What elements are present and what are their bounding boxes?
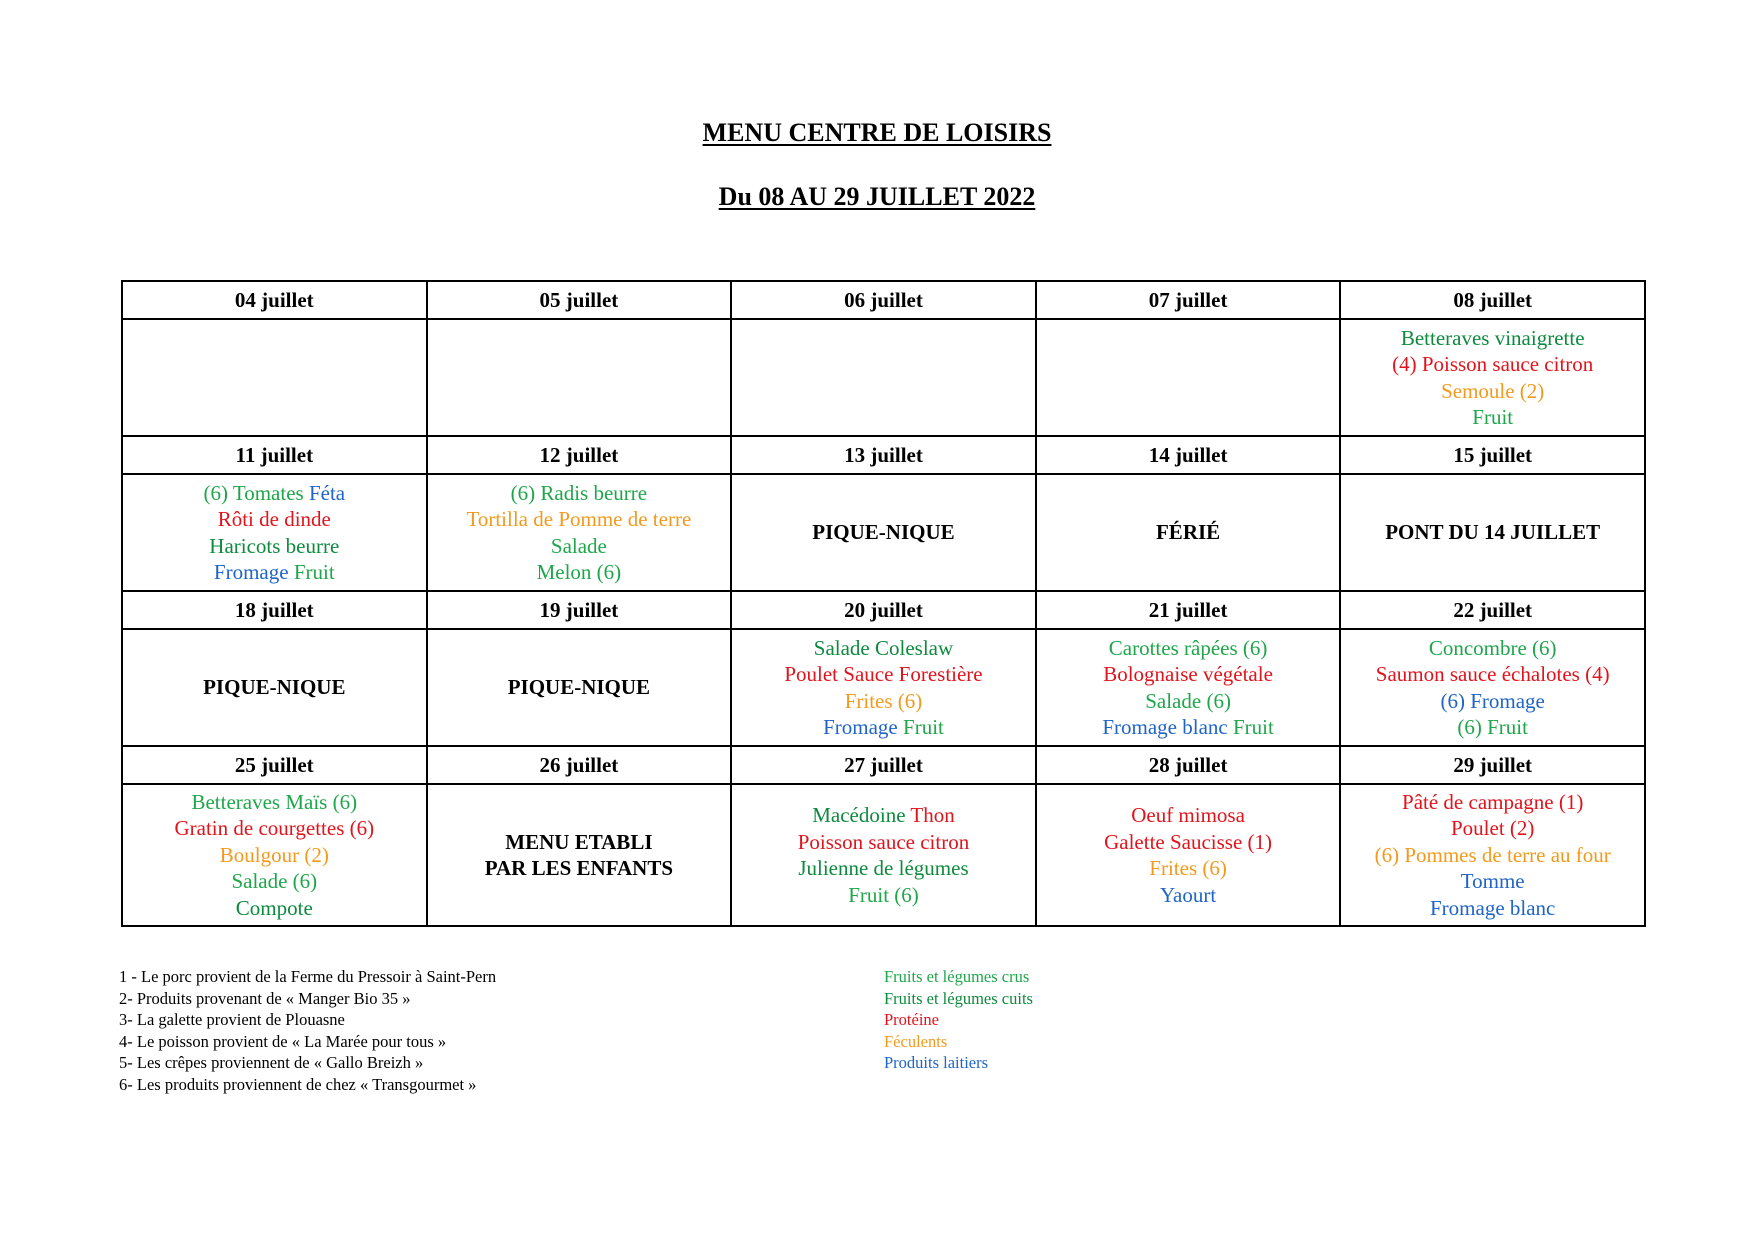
menu-cell [122, 319, 427, 436]
day-header: 05 juillet [427, 281, 732, 319]
day-header: 08 juillet [1340, 281, 1645, 319]
page-title: MENU CENTRE DE LOISIRS [702, 118, 1052, 147]
day-header: 07 juillet [1036, 281, 1341, 319]
menu-item-text: Fruit [1472, 405, 1514, 429]
menu-item-text: Fromage blanc [1102, 715, 1233, 739]
menu-item [1345, 325, 1640, 352]
menu-cell [427, 319, 732, 436]
menu-item-text: (6) Pommes de terre au four [1374, 842, 1611, 867]
menu-item-text: Tortilla de Pomme de terre [466, 507, 692, 531]
menu-cell [1036, 784, 1341, 926]
menu-special-label: PAR LES ENFANTS [484, 856, 674, 880]
menu-item [1345, 378, 1640, 405]
day-header: 19 juillet [427, 591, 732, 629]
day-header: 26 juillet [427, 746, 732, 784]
menu-cell [427, 474, 732, 591]
menu-item-text: Féta [308, 480, 346, 505]
footnote: 1 - Le porc provient de la Ferme du Pressoir à Saint-Pern [119, 967, 497, 986]
menu-special-label: FÉRIÉ [1155, 520, 1221, 545]
menu-item [1041, 688, 1336, 715]
menu-item [1345, 815, 1640, 842]
menu-item [1345, 842, 1640, 869]
menu-item-text: Salade [550, 533, 607, 558]
menu-cell [731, 474, 1036, 591]
menu-item [127, 868, 422, 895]
menu-item [127, 815, 422, 842]
menu-item-text: Julienne de légumes [798, 856, 969, 880]
menu-item-text: Fruit [293, 560, 335, 584]
menu-item [1345, 351, 1640, 378]
color-legend [884, 966, 1033, 1074]
day-header: 18 juillet [122, 591, 427, 629]
menu-item-text: Fromage blanc [1430, 895, 1556, 920]
menu-item [1041, 661, 1336, 688]
menu-item-text: Gratin de courgettes (6) [174, 816, 375, 841]
menu-item-text: Oeuf mimosa [1131, 803, 1245, 827]
menu-item-text: Frites (6) [844, 688, 923, 713]
menu-item-text: Concombre (6) [1428, 635, 1557, 660]
menu-item-text: Fruit (6) [848, 882, 919, 907]
menu-item-text: Galette Saucisse (1) [1104, 829, 1273, 854]
week-header-row [122, 436, 1645, 474]
menu-item-text: Rôti de dinde [217, 507, 331, 531]
menu-item-text: (6) Fromage [1440, 688, 1545, 713]
menu-item-text: (6) Tomates [203, 480, 309, 505]
menu-item [736, 661, 1031, 688]
menu-item [736, 802, 1031, 829]
menu-item [1041, 714, 1336, 741]
week-header-row [122, 591, 1645, 629]
menu-item [127, 842, 422, 869]
menu-special-label: PIQUE-NIQUE [507, 675, 651, 700]
menu-item-text: Frites (6) [1149, 856, 1227, 880]
menu-special-label: PONT DU 14 JUILLET [1385, 520, 1601, 545]
menu-item [127, 559, 422, 586]
menu-cell [1340, 319, 1645, 436]
menu-item-text: (6) Radis beurre [510, 480, 648, 505]
menu-item [1041, 802, 1336, 829]
legend-item: Fruits et légumes cuits [884, 988, 1033, 1008]
menu-item-text: Poulet Sauce Forestière [784, 662, 983, 686]
menu-item [736, 882, 1031, 909]
week-menu-row [122, 784, 1645, 926]
menu-item [1345, 714, 1640, 741]
week-header-row [122, 746, 1645, 784]
menu-item-text: Thon [910, 803, 955, 827]
menu-item [1041, 882, 1336, 909]
legend-item: Protéine [884, 1010, 939, 1030]
menu-item [1041, 829, 1336, 856]
menu-item [736, 855, 1031, 882]
menu-item-text: (4) Poisson sauce citron [1392, 352, 1594, 376]
menu-item [1345, 688, 1640, 715]
menu-special-label: MENU ETABLI [505, 829, 653, 854]
menu-cell [1340, 474, 1645, 591]
menu-item [127, 789, 422, 816]
menu-item-text: Poulet (2) [1450, 816, 1535, 841]
day-header: 04 juillet [122, 281, 427, 319]
menu-special-label: PIQUE-NIQUE [812, 520, 955, 545]
menu-item [1041, 635, 1336, 662]
menu-item [1345, 895, 1640, 922]
menu-item-text: Macédoine [812, 803, 911, 827]
day-header: 11 juillet [122, 436, 427, 474]
legend-item: Produits laitiers [884, 1053, 989, 1073]
menu-cell [427, 784, 732, 926]
day-header: 28 juillet [1036, 746, 1341, 784]
footnotes [119, 966, 496, 1096]
menu-item-text: Salade Coleslaw [813, 635, 954, 660]
menu-cell [1340, 784, 1645, 926]
week-menu-row [122, 629, 1645, 746]
footnote: 3- La galette provient de Plouasne [119, 1010, 345, 1030]
menu-item-text: Saumon sauce échalotes (4) [1375, 662, 1610, 686]
menu-item [1345, 404, 1640, 431]
day-header: 20 juillet [731, 591, 1036, 629]
menu-item-text: Pâté de campagne (1) [1402, 789, 1584, 814]
day-header: 14 juillet [1036, 436, 1341, 474]
menu-item-text: Salade (6) [1145, 688, 1231, 713]
menu-item-text: (6) Fruit [1457, 715, 1528, 739]
week-menu-row [122, 474, 1645, 591]
menu-item-text: Carottes râpées (6) [1108, 635, 1268, 660]
day-header: 21 juillet [1036, 591, 1341, 629]
week-menu-row [122, 319, 1645, 436]
legend-item: Fruits et légumes crus [884, 967, 1030, 986]
menu-cell [427, 629, 732, 746]
menu-item-text: Haricots beurre [209, 533, 340, 558]
menu-item-text: Yaourt [1159, 882, 1217, 907]
footnote: 2- Produits provenant de « Manger Bio 35 » [119, 988, 411, 1008]
day-header: 25 juillet [122, 746, 427, 784]
menu-item-text: Salade (6) [231, 869, 318, 894]
footnote: 4- Le poisson provient de « La Marée pour tous » [119, 1031, 447, 1051]
menu-item-text: Fruit [1232, 715, 1274, 739]
menu-item [1041, 855, 1336, 882]
menu-cell [1036, 319, 1341, 436]
menu-item-text: Melon (6) [536, 560, 622, 584]
day-header: 15 juillet [1340, 436, 1645, 474]
menu-item [127, 480, 422, 507]
menu-item [1345, 661, 1640, 688]
menu-item [432, 506, 727, 533]
menu-item [736, 688, 1031, 715]
menu-item [736, 714, 1031, 741]
menu-item-text: Semoule (2) [1441, 378, 1545, 403]
menu-item [1345, 868, 1640, 895]
menu-cell [122, 474, 427, 591]
page-subtitle: Du 08 AU 29 JUILLET 2022 [718, 182, 1036, 211]
menu-item-text: Bolognaise végétale [1103, 662, 1273, 686]
menu-item-text: Boulgour (2) [219, 842, 329, 867]
menu-cell [122, 784, 427, 926]
legend-item: Féculents [884, 1031, 948, 1051]
menu-item-text: Poisson sauce citron [797, 829, 970, 854]
menu-item [127, 533, 422, 560]
menu-cell [731, 319, 1036, 436]
menu-item [1345, 635, 1640, 662]
menu-cell [1036, 629, 1341, 746]
menu-item [432, 480, 727, 507]
menu-cell [731, 784, 1036, 926]
menu-item-text: Fromage [213, 560, 294, 584]
menu-item-text: Compote [235, 895, 313, 920]
menu-item [736, 829, 1031, 856]
menu-table [121, 280, 1646, 927]
menu-item [432, 533, 727, 560]
menu-item-text: Betteraves Maïs (6) [191, 789, 358, 814]
day-header: 12 juillet [427, 436, 732, 474]
menu-item-text: Betteraves vinaigrette [1400, 325, 1585, 350]
day-header: 13 juillet [731, 436, 1036, 474]
menu-item [736, 635, 1031, 662]
menu-item [1345, 789, 1640, 816]
menu-cell [731, 629, 1036, 746]
menu-item-text: Fruit [903, 715, 944, 739]
menu-item-text: Tomme [1460, 869, 1525, 894]
menu-cell [1036, 474, 1341, 591]
menu-item [127, 895, 422, 922]
menu-cell [1340, 629, 1645, 746]
day-header: 27 juillet [731, 746, 1036, 784]
menu-item [127, 506, 422, 533]
day-header: 22 juillet [1340, 591, 1645, 629]
menu-cell [122, 629, 427, 746]
footnote: 6- Les produits proviennent de chez « Transgourmet » [119, 1074, 477, 1094]
week-header-row [122, 281, 1645, 319]
day-header: 29 juillet [1340, 746, 1645, 784]
footnote: 5- Les crêpes proviennent de « Gallo Breizh » [119, 1053, 424, 1073]
menu-item [432, 559, 727, 586]
day-header: 06 juillet [731, 281, 1036, 319]
menu-item-text: Fromage [823, 715, 904, 739]
menu-special-label: PIQUE-NIQUE [203, 675, 346, 700]
